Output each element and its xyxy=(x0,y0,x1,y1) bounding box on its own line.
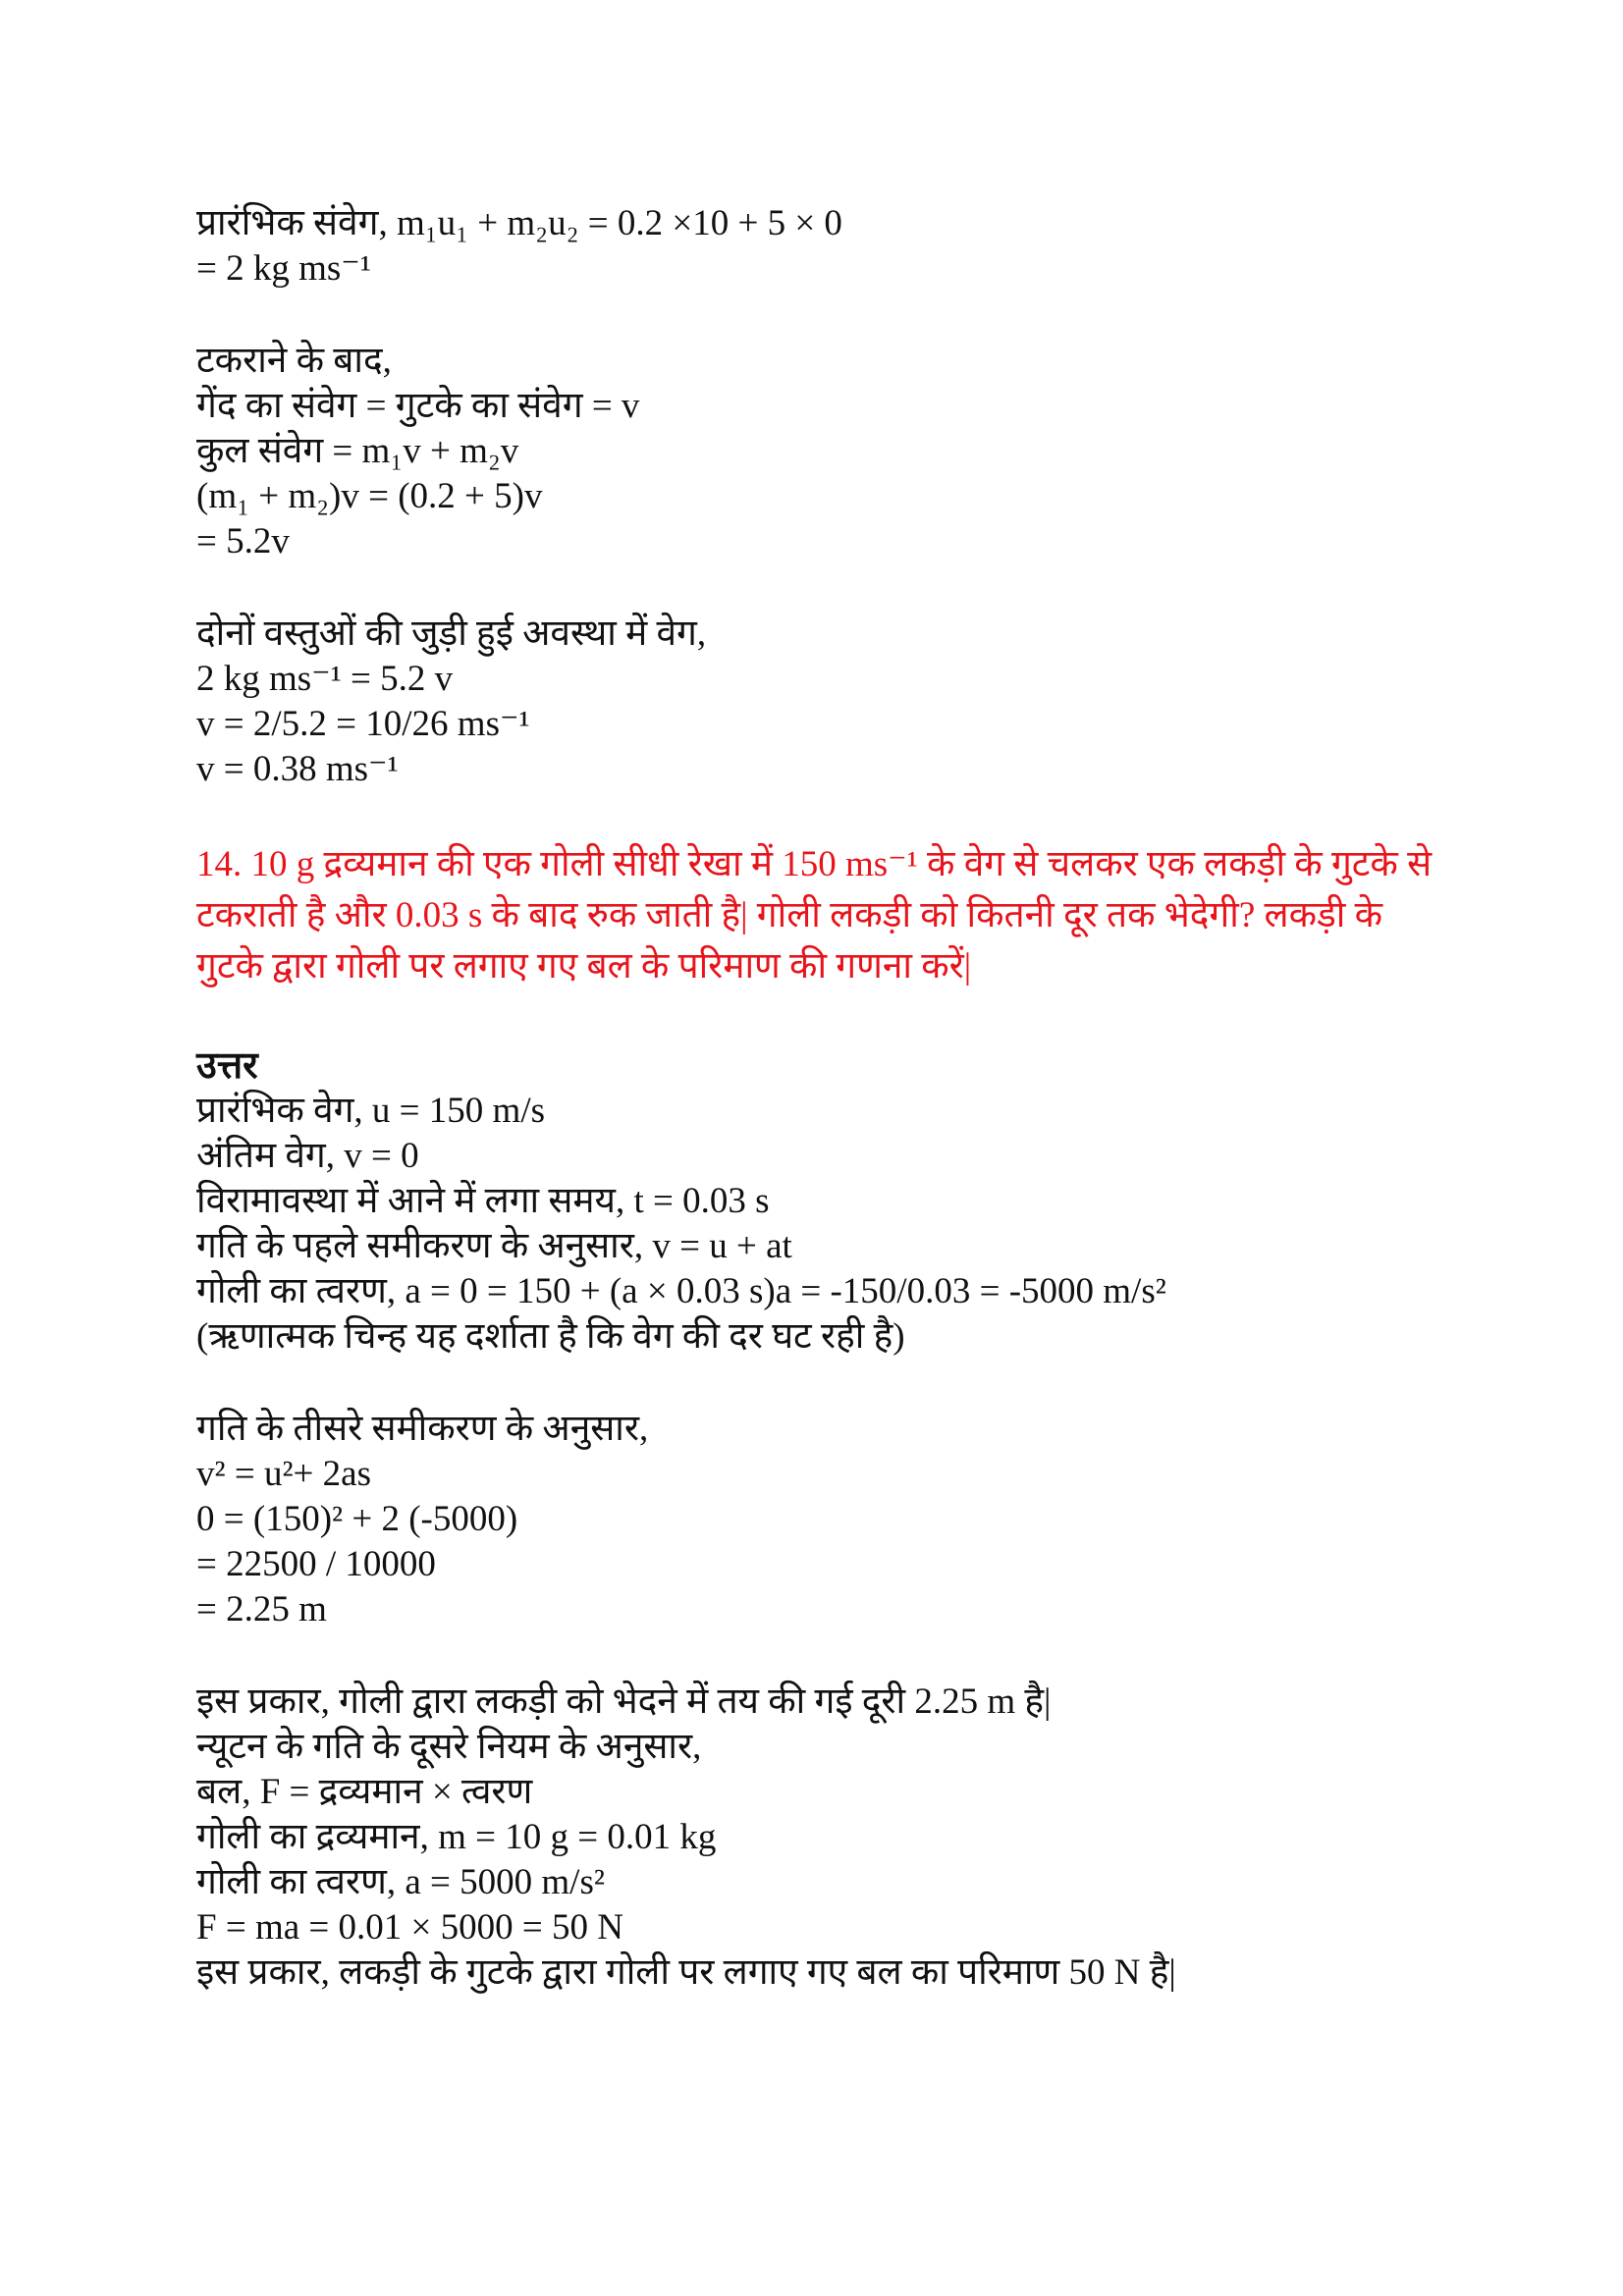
text-line: गोली का द्रव्यमान, m = 10 g = 0.01 kg xyxy=(196,1817,717,1857)
text-line: = 2.25 m xyxy=(196,1589,327,1629)
text-line: = 22500 / 10000 xyxy=(196,1544,436,1584)
text-line: गेंद का संवेग = गुटके का संवेग = v xyxy=(196,386,640,426)
text-line: विरामावस्था में आने में लगा समय, t = 0.03 s xyxy=(196,1181,770,1221)
text-line: गोली का त्वरण, a = 0 = 150 + (a × 0.03 s)a = -150/0.03 = -5000 m/s² xyxy=(196,1271,1166,1311)
text-line: v = 2/5.2 = 10/26 ms⁻¹ xyxy=(196,704,530,744)
text-line: गति के तीसरे समीकरण के अनुसार, xyxy=(196,1409,649,1449)
text-line: v² = u²+ 2as xyxy=(196,1454,371,1494)
text-line: गोली का त्वरण, a = 5000 m/s² xyxy=(196,1862,605,1902)
force-block xyxy=(196,1680,1434,1996)
text-line: (ऋणात्मक चिन्ह यह दर्शाता है कि वेग की दर घट रही है) xyxy=(196,1316,905,1357)
text-line: 2 kg ms⁻¹ = 5.2 v xyxy=(196,659,454,699)
spacer xyxy=(196,1360,1434,1407)
initial-momentum-block xyxy=(196,201,1434,292)
question-14: 14. 10 g द्रव्यमान की एक गोली सीधी रेखा में 150 ms⁻¹ के वेग से चलकर एक लकड़ी के गुटके से टकराती है और 0.03 s के बाद रुक जाती है| गोली लकड़ी को कितनी दूर तक भेदेगी? लकड़ी के गुटके द्वारा गोली पर लगाए गए बल के परिमाण की गणना करें| xyxy=(196,844,1433,987)
text-line: टकराने के बाद, xyxy=(196,341,392,381)
text-line: प्रारंभिक वेग, u = 150 m/s xyxy=(196,1091,546,1131)
text-line: गति के पहले समीकरण के अनुसार, v = u + at xyxy=(196,1226,792,1266)
spacer xyxy=(196,792,1434,839)
text-line: कुल संवेग = m₁v + m₂v xyxy=(196,431,519,471)
text-line: इस प्रकार, गोली द्वारा लकड़ी को भेदने में तय की गई दूरी 2.25 m है| xyxy=(196,1682,1052,1722)
text-line: प्रारंभिक संवेग, m₁u₁ + m₂u₂ = 0.2 ×10 + 5 × 0 xyxy=(196,203,842,243)
text-line: = 5.2v xyxy=(196,521,290,561)
text-line: v = 0.38 ms⁻¹ xyxy=(196,749,399,789)
spacer xyxy=(196,292,1434,339)
text-line: दोनों वस्तुओं की जुड़ी हुई अवस्था में वेग, xyxy=(196,614,707,654)
third-equation-block xyxy=(196,1407,1434,1632)
spacer xyxy=(196,1632,1434,1680)
text-line: अंतिम वेग, v = 0 xyxy=(196,1136,419,1176)
text-line: बल, F = द्रव्यमान × त्वरण xyxy=(196,1772,533,1812)
spacer xyxy=(196,992,1434,1040)
text-line: न्यूटन के गति के दूसरे नियम के अनुसार, xyxy=(196,1727,702,1767)
spacer xyxy=(196,564,1434,612)
combined-velocity-block xyxy=(196,612,1434,792)
text-line: इस प्रकार, लकड़ी के गुटके द्वारा गोली पर लगाए गए बल का परिमाण 50 N है| xyxy=(196,1952,1176,1993)
document-page xyxy=(196,201,1434,1996)
text-line: 0 = (150)² + 2 (-5000) xyxy=(196,1499,518,1539)
text-line: = 2 kg ms⁻¹ xyxy=(196,248,371,289)
text-line: F = ma = 0.01 × 5000 = 50 N xyxy=(196,1907,623,1948)
after-collision-block xyxy=(196,339,1434,564)
answer-heading: उत्तर xyxy=(196,1045,258,1087)
text-line: (m₁ + m₂)v = (0.2 + 5)v xyxy=(196,476,543,516)
answer-velocity-block xyxy=(196,1089,1434,1360)
